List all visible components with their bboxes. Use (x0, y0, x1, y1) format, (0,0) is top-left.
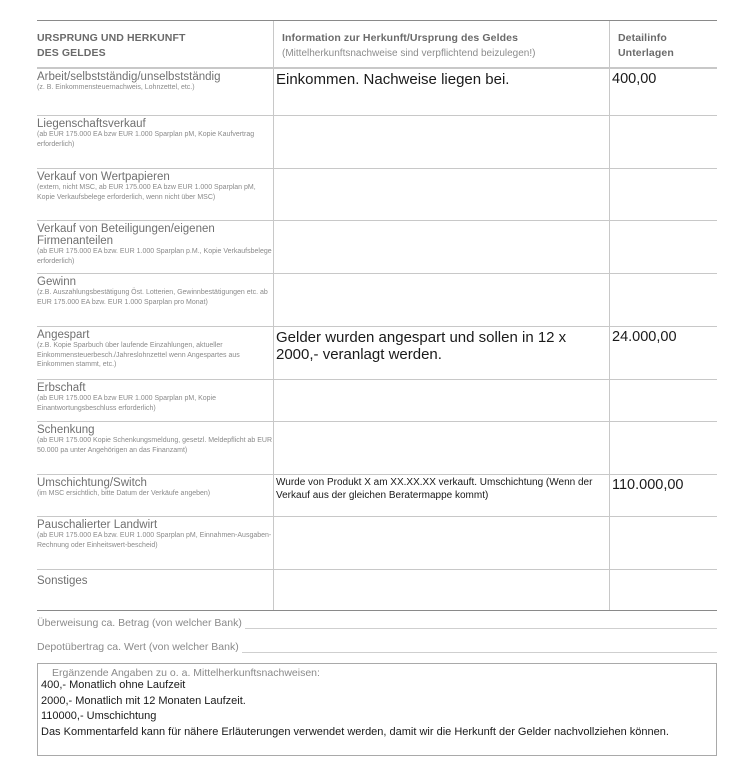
origin-cell (37, 422, 273, 474)
origin-hint: (ab EUR 175.000 EA bzw. EUR 1.000 Sparplan p.M., Kopie Verkaufsbelege erforderlich) (37, 248, 272, 265)
amount-field[interactable]: 400,00 (609, 69, 717, 115)
information-field[interactable] (273, 570, 609, 610)
origin-hint: (im MSC ersichtlich, bitte Datum der Verkäufe angeben) (37, 490, 211, 497)
transfer-amount-row (37, 617, 717, 629)
origin-label: Verkauf von Wertpapieren (37, 171, 170, 183)
header-information (273, 21, 609, 67)
header-detailinfo-line1: Detailinfo (618, 32, 667, 44)
origin-hint: (ab EUR 175.000 Kopie Schenkungsmeldung, gesetzl. Meldepflicht ab EUR 50.000 pa unter Angehörigen an das Finanzamt) (37, 437, 273, 454)
information-field[interactable] (273, 274, 609, 326)
table-row (37, 115, 717, 168)
information-field[interactable] (273, 221, 609, 273)
origin-hint: (ab EUR 175.000 EA bzw EUR 1.000 Sparplan pM, Kopie Kaufvertrag erforderlich) (37, 131, 255, 148)
depot-transfer-row (37, 641, 717, 653)
amount-field[interactable] (609, 221, 717, 273)
amount-field[interactable]: 110.000,00 (609, 475, 717, 516)
origin-cell (37, 517, 273, 569)
amount-field[interactable] (609, 380, 717, 421)
origin-label: Angespart (37, 329, 90, 341)
additional-info-text[interactable]: 400,- Monatlich ohne Laufzeit 2000,- Monatlich mit 12 Monaten Laufzeit. 110000,- Umschichtung Das Kommentarfeld kann für nähere Erläuterungen verwendet werden, damit wir die Herkunft der Gelder nachvollziehen können. (41, 679, 669, 738)
amount-field[interactable] (609, 570, 717, 610)
origin-cell (37, 274, 273, 326)
depot-transfer-label: Depotübertrag ca. Wert (von welcher Bank) (37, 641, 239, 653)
table-row (37, 168, 717, 220)
origin-hint: (extern, nicht MSC, ab EUR 175.000 EA bzw EUR 1.000 Sparplan pM, Kopie Verkaufsbelege erforderlich, wenn nicht über MSC) (37, 184, 256, 201)
origin-cell (37, 475, 273, 516)
header-origin-line2: DES GELDES (37, 47, 106, 59)
depot-transfer-input[interactable] (242, 643, 717, 653)
origin-cell (37, 221, 273, 273)
amount-field[interactable]: 24.000,00 (609, 327, 717, 379)
origin-label: Arbeit/selbstständig/unselbstständig (37, 71, 221, 83)
origin-label: Erbschaft (37, 382, 86, 394)
table-row (37, 421, 717, 474)
origin-label: Verkauf von Beteiligungen/eigenen Firmenanteilen (37, 223, 215, 247)
information-field[interactable]: Gelder wurden angespart und sollen in 12 x 2000,- veranlagt werden. (273, 327, 609, 379)
amount-field[interactable] (609, 274, 717, 326)
table-row (37, 220, 717, 273)
table-row (37, 379, 717, 421)
information-field[interactable]: Einkommen. Nachweise liegen bei. (273, 69, 609, 115)
origin-hint: (z.B. Auszahlungsbestätigung Öst. Lotterien, Gewinnbestätigungen etc. ab EUR 175.000 EA bzw. EUR 1.000 Sparplan pro Monat) (37, 289, 268, 306)
amount-field[interactable] (609, 517, 717, 569)
table-row (37, 516, 717, 569)
origin-cell (37, 169, 273, 220)
origin-hint: (ab EUR 175.000 EA bzw EUR 1.000 Sparplan pM, Kopie Einantwortungsbeschluss erforderlich) (37, 395, 216, 412)
table-row (37, 273, 717, 326)
information-field[interactable] (273, 116, 609, 168)
header-origin-line1: URSPRUNG UND HERKUNFT (37, 32, 186, 44)
information-field[interactable] (273, 422, 609, 474)
table-header (37, 21, 717, 68)
information-field[interactable]: Wurde von Produkt X am XX.XX.XX verkauft. Umschichtung (Wenn der Verkauf aus der gleichen Beratermappe kommt) (273, 475, 609, 516)
information-field[interactable] (273, 169, 609, 220)
amount-field[interactable] (609, 422, 717, 474)
origin-label: Liegenschaftsverkauf (37, 118, 146, 130)
header-information-title: Information zur Herkunft/Ursprung des Geldes (282, 32, 519, 44)
header-detailinfo-line2: Unterlagen (618, 47, 674, 59)
origin-label: Pauschalierter Landwirt (37, 519, 158, 531)
origin-cell (37, 380, 273, 421)
information-field[interactable] (273, 380, 609, 421)
origin-cell (37, 327, 273, 379)
header-information-subtitle: (Mittelherkunftsnachweise sind verpflichtend beizulegen!) (282, 48, 536, 59)
origin-hint: (ab EUR 175.000 EA bzw. EUR 1.000 Sparplan pM, Einnahmen-Ausgaben-Rechnung oder Einheitswert-bescheid) (37, 532, 272, 549)
origin-hint: (z. B. Einkommensteuernachweis, Lohnzettel, etc.) (37, 84, 195, 91)
amount-field[interactable] (609, 116, 717, 168)
table-row (37, 474, 717, 516)
origin-cell (37, 69, 273, 115)
origin-label: Schenkung (37, 424, 95, 436)
table-row (37, 326, 717, 379)
transfer-amount-input[interactable] (245, 619, 717, 629)
origin-cell (37, 116, 273, 168)
information-field[interactable] (273, 517, 609, 569)
origin-of-funds-table (37, 20, 717, 611)
origin-cell (37, 570, 273, 610)
table-row (37, 569, 717, 610)
additional-info-label: Ergänzende Angaben zu o. a. Mittelherkunftsnachweisen: (52, 667, 320, 679)
amount-field[interactable] (609, 169, 717, 220)
origin-hint: (z.B. Kopie Sparbuch über laufende Einzahlungen, aktueller Einkommensteuerbesch./Jahreslohnzettel wenn Angespartes aus Einkommen stammt, etc.) (37, 342, 240, 368)
origin-label: Sonstiges (37, 575, 88, 587)
table-row (37, 68, 717, 115)
header-detailinfo (609, 21, 717, 67)
transfer-amount-label: Überweisung ca. Betrag (von welcher Bank) (37, 617, 242, 629)
origin-label: Gewinn (37, 276, 76, 288)
header-origin (37, 21, 273, 67)
origin-label: Umschichtung/Switch (37, 477, 147, 489)
additional-info-textarea[interactable] (37, 663, 717, 756)
